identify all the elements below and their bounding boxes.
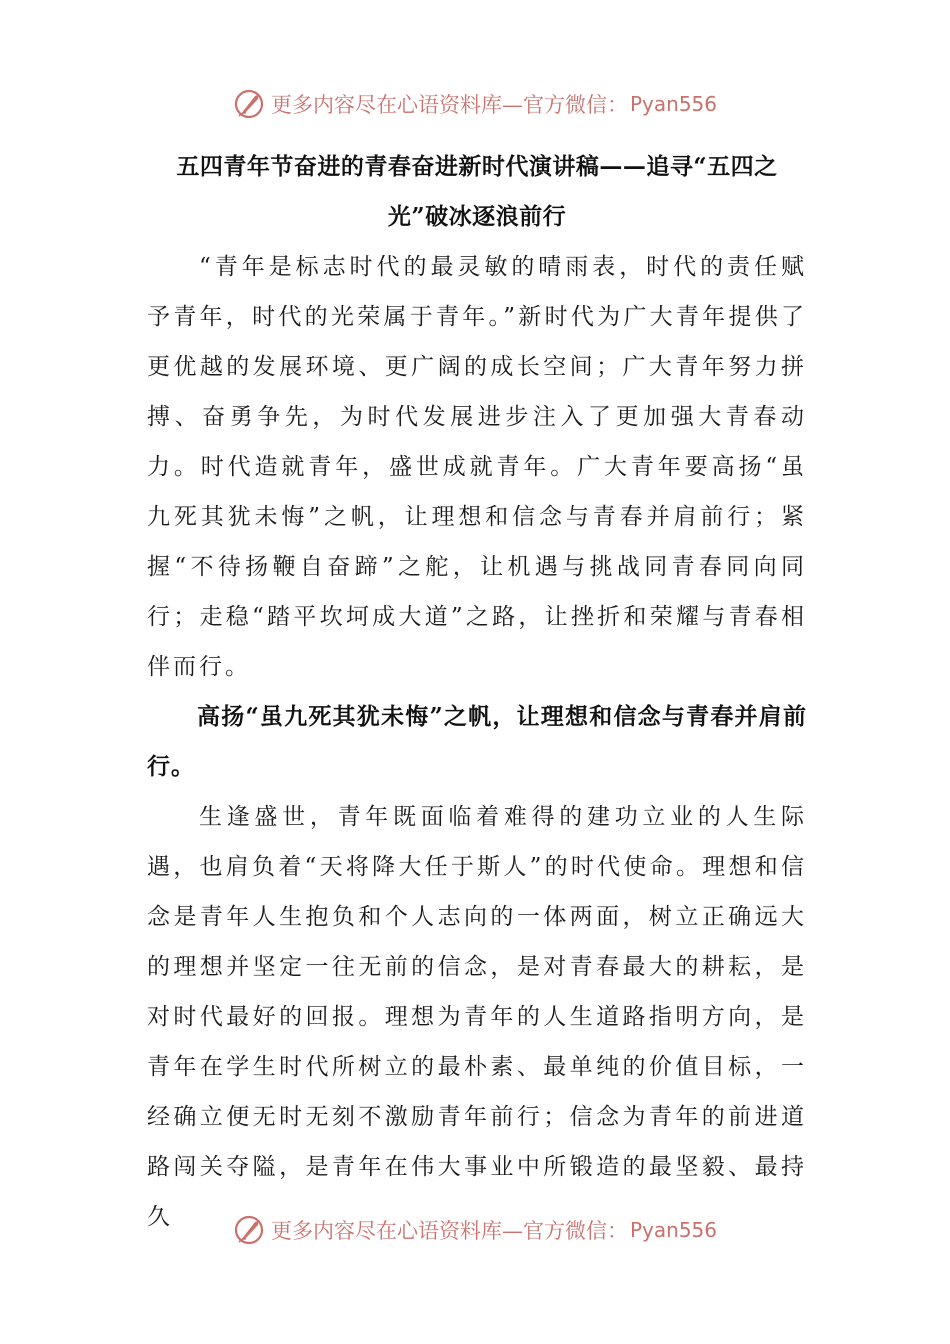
section-heading: 高扬“虽九死其犹未悔”之帆，让理想和信念与青春并肩前行。	[147, 703, 807, 780]
section-paragraph: 生逢盛世，青年既面临着难得的建功立业的人生际遇，也肩负着“天将降大任于斯人”的时代使命。理想和信念是青年人生抱负和个人志向的一体两面，树立正确远大的理想并坚定一往无前的信念，是对青春最大的耕耘，是对时代最好的回报。理想为青年的人生道路指明方向，是青年在学生时代所树立的最朴素、最单纯的价值目标，一经确立便无时无刻不激励青年前行；信念为青年的前进道路闯关夺隘，是青年在伟大事业中所锻造的最坚毅、最持久	[147, 804, 807, 1230]
quill-pen-logo-icon	[233, 88, 265, 120]
document-title: 五四青年节奋进的青春奋进新时代演讲稿——追寻“五四之光”破冰逐浪前行	[176, 153, 778, 230]
quill-pen-logo-icon	[233, 1214, 265, 1246]
watermark-wechat-id: Pyan556	[629, 1218, 717, 1242]
document-body	[147, 142, 807, 1242]
watermark-text: 更多内容尽在心语资料库—官方微信：	[270, 1219, 628, 1243]
footer-watermark	[0, 1210, 950, 1250]
watermark-wechat-id: Pyan556	[629, 92, 717, 116]
header-watermark	[0, 84, 950, 124]
watermark-text: 更多内容尽在心语资料库—官方微信：	[270, 93, 628, 117]
intro-paragraph: “青年是标志时代的最灵敏的晴雨表，时代的责任赋予青年，时代的光荣属于青年。”新时代为广大青年提供了更优越的发展环境、更广阔的成长空间；广大青年努力拼搏、奋勇争先，为时代发展进步注入了更加强大青春动力。时代造就青年，盛世成就青年。广大青年要高扬“虽九死其犹未悔”之帆，让理想和信念与青春并肩前行；紧握“不待扬鞭自奋蹄”之舵，让机遇与挑战同青春同向同行；走稳“踏平坎坷成大道”之路，让挫折和荣耀与青春相伴而行。	[147, 254, 807, 680]
